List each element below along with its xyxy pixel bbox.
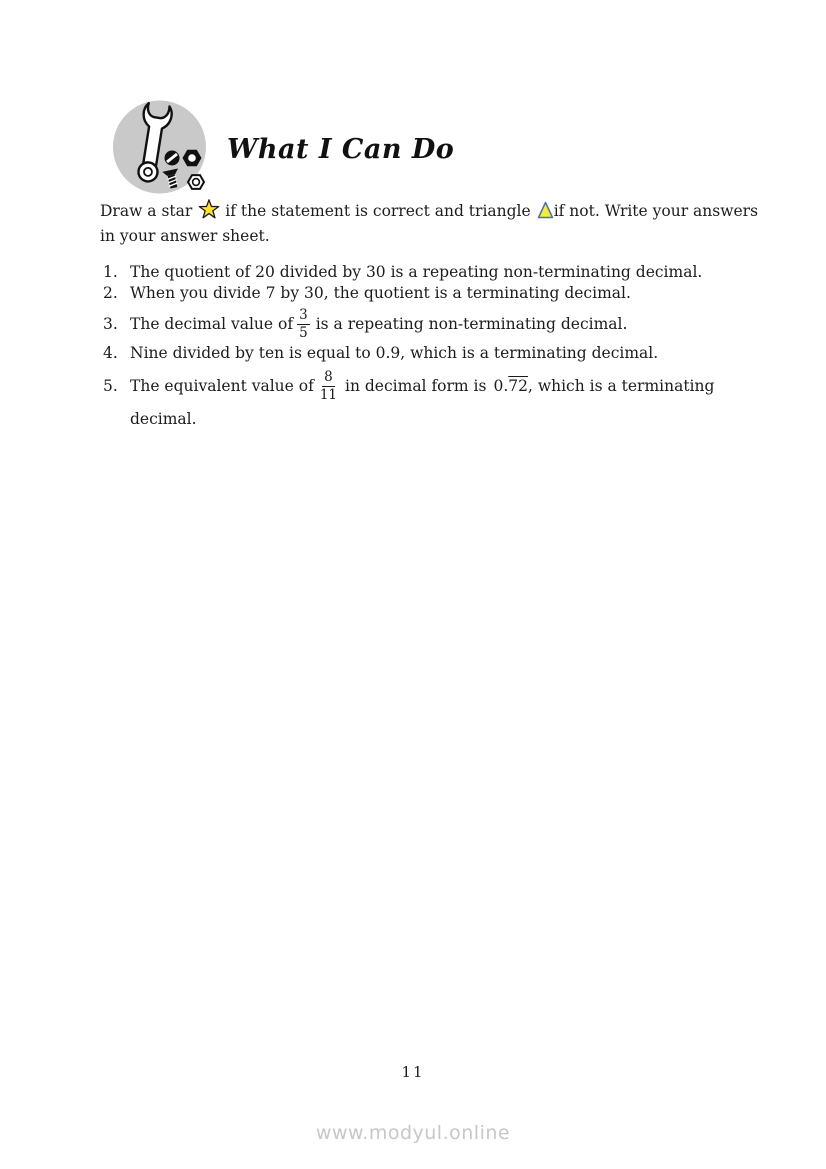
list-item-text: , which is a terminating [527,377,715,395]
fraction [318,369,339,402]
list-item-3 [103,305,627,343]
page-title: What I Can Do [227,134,455,165]
list-item-number: 2. [103,284,118,302]
instructions-text-1: Draw a star [100,202,193,220]
fraction-denominator: 11 [319,386,338,403]
fraction-numerator: 8 [324,369,333,386]
list-item-5 [103,366,714,406]
decimal-whole: 0. [493,377,509,395]
star-icon [198,198,220,226]
fraction-numerator: 3 [299,307,308,324]
instructions-text-3: if not. Write your answers [553,202,759,220]
list-item-number: 3. [103,315,118,333]
decimal-repeating-digits: 72 [508,377,528,395]
list-item-number: 1. [103,263,118,281]
instructions-text-2: if the statement is correct and triangle [225,202,531,220]
list-item-number: 5. [103,377,118,395]
list-item-2 [103,283,631,304]
tools-icon [112,99,207,195]
list-item-text: When you divide 7 by 30, the quotient is a terminating decimal. [130,284,631,302]
list-item-text: is a repeating non-terminating decimal. [315,315,628,333]
fraction [297,307,310,340]
list-item-5-continued: decimal. [130,410,197,428]
repeating-decimal [493,377,528,395]
outlined-hex-nut-icon [188,175,204,189]
fraction-denominator: 5 [299,324,308,341]
list-item-text: in decimal form is [345,377,487,395]
list-item-text: Nine divided by ten is equal to 0.9, which is a terminating decimal. [130,344,659,362]
triangle-icon [537,201,554,225]
list-item-4 [103,343,658,364]
wrench-and-bolts-icon [112,99,207,195]
page-number: 11 [401,1063,425,1081]
list-item-number: 4. [103,344,118,362]
slotted-screw-head-icon [165,151,180,166]
instructions-line-2: in your answer sheet. [100,227,270,245]
watermark: www.modyul.online [315,1122,511,1144]
instructions-line-1 [100,198,760,226]
list-item-text: The quotient of 20 divided by 30 is a repeating non-terminating decimal. [130,263,703,281]
list-item-text: The equivalent value of [130,377,314,395]
instructions [100,198,760,247]
list-item-text: The decimal value of [130,315,294,333]
list-item-1 [103,262,702,283]
